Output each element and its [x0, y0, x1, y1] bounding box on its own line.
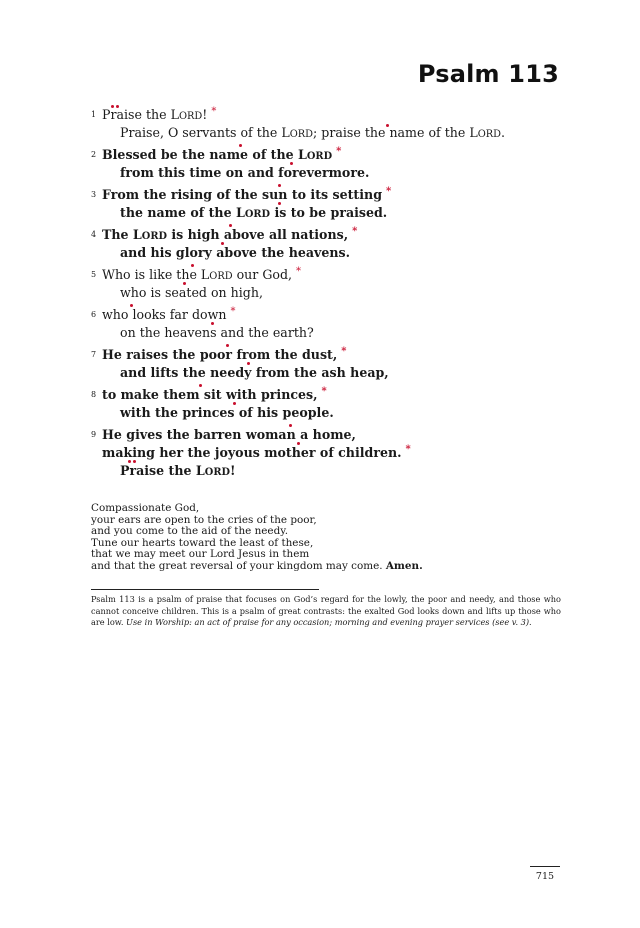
page-number: 715 — [535, 871, 555, 882]
verse-7-line-2: and lifts the needy from the ash heap, — [120, 365, 389, 380]
verse-4-line-2: and his glory above the heavens. — [120, 245, 350, 260]
verse-number-1: 1 — [91, 110, 97, 119]
verse-5-line-1: Who is like the LORD our God, * — [102, 266, 302, 282]
verse-5-line-2: who is seated on high, — [120, 285, 263, 300]
prayer-line: Compassionate God, — [91, 502, 200, 514]
asterisk-mark: * — [230, 306, 236, 317]
verse-6-line-2: on the heavens and the earth? — [120, 325, 314, 340]
page-number-rule — [530, 866, 560, 867]
page-title: Psalm 113 — [417, 60, 559, 88]
verse-8-line-2: with the princes of his people. — [120, 405, 334, 420]
prayer-line: Tune our hearts toward the least of these, — [91, 536, 314, 549]
prayer-line: your ears are open to the cries of the poor, — [91, 513, 317, 526]
verse-2-line-2: from this time on and forevermore. — [120, 165, 370, 180]
verse-4-line-1: The LORD is high above all nations, * — [102, 226, 358, 242]
verse-8-line-1: to make them sit with princes, * — [102, 386, 327, 402]
verse-1-line-1: Praise the LORD! * — [102, 106, 217, 122]
verse-9-line-1: He gives the barren woman a home, — [102, 427, 356, 442]
prayer-line: that we may meet our Lord Jesus in them — [91, 548, 310, 561]
footnote-use-in-worship: Use in Worship: an act of praise for any occasion; morning and evening prayer services (see v. 3). — [126, 617, 532, 627]
asterisk-mark: * — [341, 346, 347, 357]
asterisk-mark: * — [296, 266, 302, 277]
verse-2-line-1: Blessed be the name of the LORD * — [102, 146, 342, 162]
prayer-line: and you come to the aid of the needy. — [91, 525, 289, 538]
footnote-rule — [91, 589, 319, 590]
verse-9-line-3: Praise the LORD! — [120, 463, 236, 478]
footnote-text: Psalm 113 is a psalm of praise that focuses on God’s regard for the lowly, the poor and needy, and those who cannot conceive children. This is a psalm of great contrasts: the exalted God looks down and lifts up those who are low. — [91, 594, 561, 627]
verse-number-3: 3 — [91, 190, 97, 199]
verse-number-7: 7 — [91, 350, 97, 359]
prayer-line: and that the great reversal of your kingdom may come. Amen. — [91, 559, 423, 572]
asterisk-mark: * — [352, 226, 358, 237]
verse-6-line-1: who looks far down * — [102, 306, 236, 322]
verse-3-line-2: the name of the LORD is to be praised. — [120, 205, 388, 220]
verse-number-4: 4 — [91, 230, 97, 239]
verse-1-line-2: Praise, O servants of the LORD; praise the name of the LORD. — [120, 125, 506, 140]
verse-7-line-1: He raises the poor from the dust, * — [102, 346, 347, 362]
asterisk-mark: * — [386, 186, 392, 197]
asterisk-mark: * — [211, 106, 217, 117]
verse-number-5: 5 — [91, 270, 97, 279]
verse-number-6: 6 — [91, 310, 97, 319]
verse-number-9: 9 — [91, 430, 97, 439]
asterisk-mark: * — [405, 444, 411, 455]
verse-3-line-1: From the rising of the sun to its setting * — [102, 186, 392, 202]
amen: Amen. — [385, 559, 423, 572]
verse-number-2: 2 — [91, 150, 97, 159]
closing-prayer — [91, 503, 551, 573]
asterisk-mark: * — [321, 386, 327, 397]
verse-9-line-2: making her the joyous mother of children. * — [102, 444, 411, 460]
asterisk-mark: * — [336, 146, 342, 157]
footnote — [91, 594, 561, 629]
verse-number-8: 8 — [91, 390, 97, 399]
